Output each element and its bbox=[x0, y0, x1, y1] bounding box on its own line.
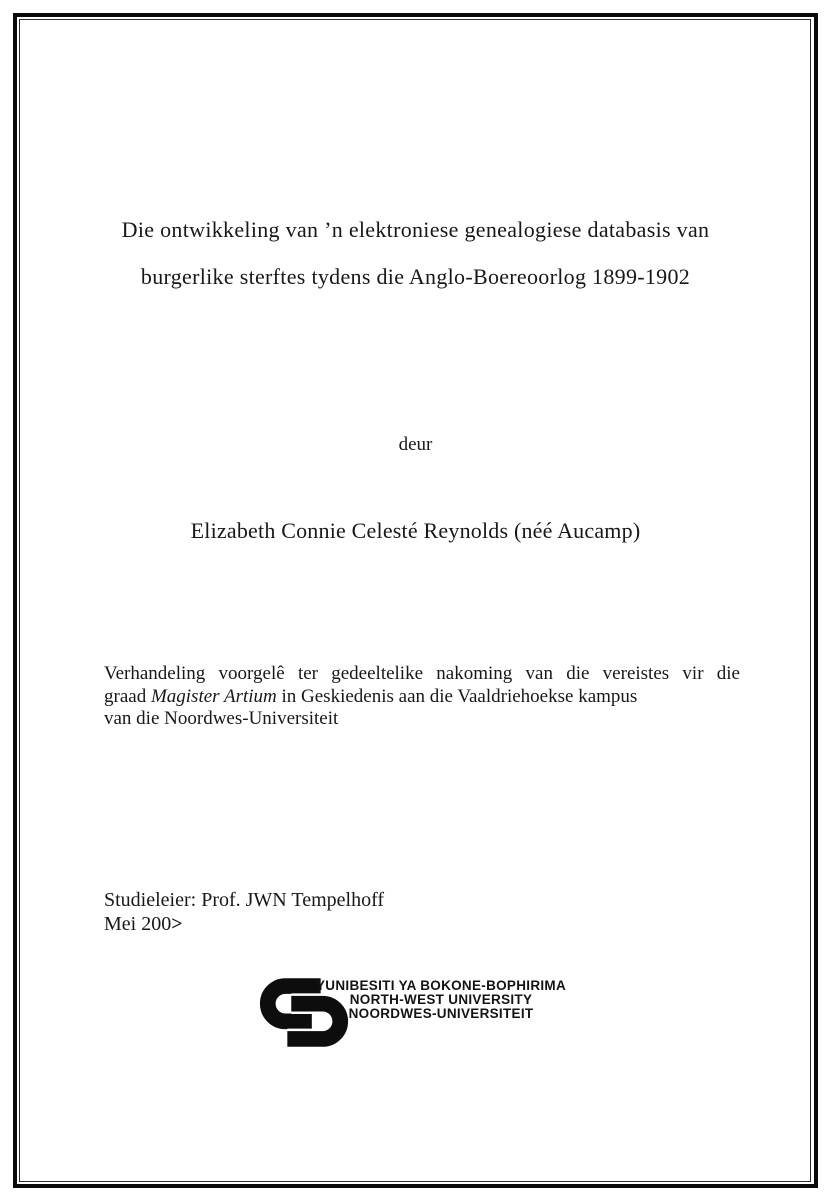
byline: deur bbox=[398, 434, 433, 455]
date-year-glyph: > bbox=[171, 912, 182, 935]
thesis-title-line1: Die ontwikkeling van ’n elektroniese genealogiese databasis van bbox=[121, 217, 710, 242]
supervisor-line: Studieleier: Prof. JWN Tempelhoff bbox=[104, 889, 385, 911]
degree-statement-line3: van die Noordwes-Universiteit bbox=[104, 708, 339, 729]
degree-statement-line2-prefix: graad bbox=[104, 685, 151, 707]
degree-statement-line2 bbox=[104, 686, 740, 709]
university-name-afrikaans: NOORDWES-UNIVERSITEIT bbox=[348, 1006, 534, 1021]
date-line bbox=[104, 913, 384, 937]
degree-name-italic: Magister Artium bbox=[150, 685, 277, 707]
date-text: Mei 200 bbox=[104, 912, 172, 935]
thesis-title-line2: burgerlike sterftes tydens die Anglo-Boereoorlog 1899-1902 bbox=[140, 264, 691, 289]
university-name-setswana: YUNIBESITI YA BOKONE-BOPHIRIMA bbox=[316, 978, 567, 993]
university-logo bbox=[256, 977, 566, 1048]
degree-statement-line2-suffix: in Geskiedenis aan die Vaaldriehoekse kampus bbox=[276, 685, 638, 707]
supervisor-date-block bbox=[104, 889, 384, 936]
degree-statement-line1: Verhandeling voorgelê ter gedeeltelike nakoming van die vereistes vir die bbox=[104, 663, 740, 684]
thesis-title bbox=[0, 206, 831, 300]
university-logo-text bbox=[316, 977, 566, 1021]
author-name: Elizabeth Connie Celesté Reynolds (néé Aucamp) bbox=[190, 518, 641, 543]
degree-statement bbox=[104, 663, 740, 731]
university-name-english: NORTH-WEST UNIVERSITY bbox=[349, 992, 533, 1007]
